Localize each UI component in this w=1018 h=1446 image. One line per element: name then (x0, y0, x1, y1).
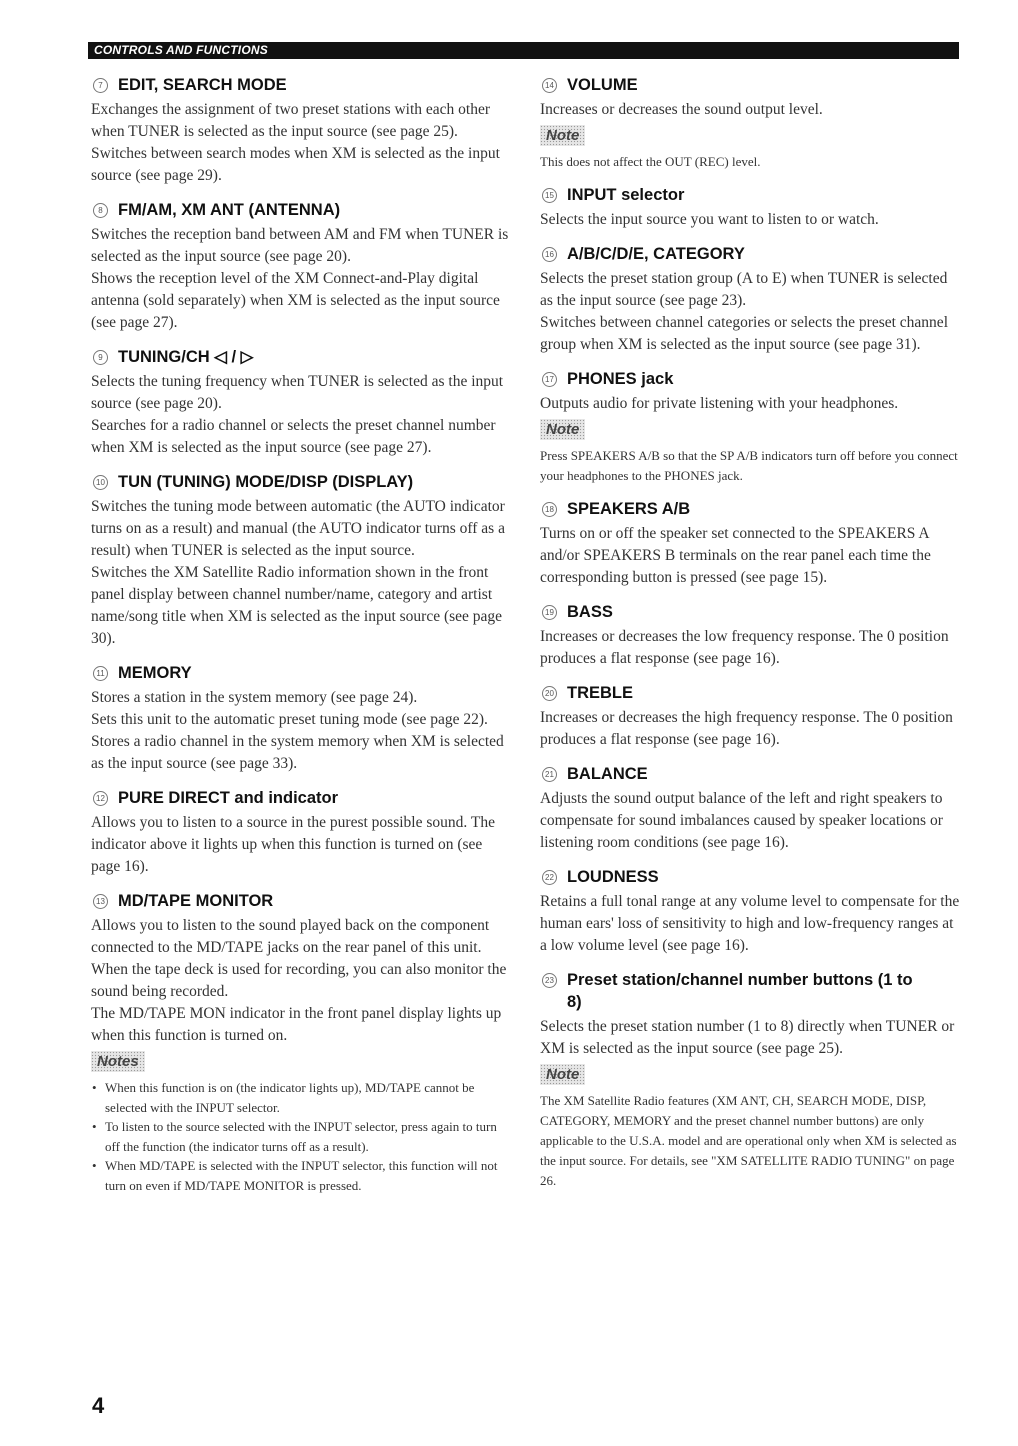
item-description (91, 224, 511, 334)
page-number: 4 (92, 1393, 105, 1418)
paragraph: Increases or decreases the sound output level. (540, 101, 823, 118)
circled-number-icon: 9 (93, 350, 108, 365)
item-heading (91, 74, 511, 96)
paragraph: Increases or decreases the low frequency response. The 0 position produces a flat response (see page 16). (540, 628, 949, 667)
item-heading (540, 74, 960, 96)
paragraph: Allows you to listen to the sound played back on the component connected to the MD/TAPE jacks on the rear panel of this unit. (91, 917, 490, 956)
item-title: TUNING/CH ◁ / ▷ (118, 348, 254, 366)
item-heading (540, 682, 960, 704)
item-heading (540, 184, 960, 206)
item-description (91, 915, 511, 1047)
item-tun-mode-disp (91, 471, 511, 650)
paragraph: Switches between search modes when XM is selected as the input source (see page 29). (91, 145, 500, 184)
circled-number-icon: 10 (93, 475, 108, 490)
item-heading (540, 368, 960, 390)
circled-number-icon: 21 (542, 767, 557, 782)
item-memory (91, 662, 511, 775)
paragraph: Selects the tuning frequency when TUNER is selected as the input source (see page 20). (91, 373, 504, 412)
paragraph: Sets this unit to the automatic preset tuning mode (see page 22). (91, 711, 488, 728)
item-description (540, 99, 960, 121)
item-pure-direct (91, 787, 511, 878)
item-description (91, 99, 511, 187)
list-item: • When this function is on (the indicator lights up), MD/TAPE cannot be selected with the INPUT selector. (91, 1078, 511, 1117)
item-title: TUN (TUNING) MODE/DISP (DISPLAY) (118, 473, 414, 491)
item-title: PHONES jack (567, 370, 674, 388)
item-heading (540, 866, 960, 888)
item-description (91, 371, 511, 459)
paragraph: When the tape deck is used for recording, you can also monitor the sound being recorded. (91, 961, 507, 1000)
paragraph: Switches the tuning mode between automatic (the AUTO indicator turns on as a result) and manual (the AUTO indicator turns off as a result) when TUNER is selected as the input source. (91, 498, 505, 559)
note-badge: Note (540, 125, 585, 146)
paragraph: Exchanges the assignment of two preset stations with each other when TUNER is selected as the input source (see page 25). (91, 101, 491, 140)
circled-number-icon: 22 (542, 870, 557, 885)
circled-number-icon: 11 (93, 666, 108, 681)
item-md-tape-monitor (91, 890, 511, 1195)
circled-number-icon: 8 (93, 203, 108, 218)
item-title: INPUT selector (567, 186, 685, 204)
circled-number-icon: 18 (542, 502, 557, 517)
paragraph: Shows the reception level of the XM Connect-and-Play digital antenna (sold separately) when XM is selected as the input source (see page 27). (91, 270, 500, 331)
right-column (540, 74, 960, 1203)
item-description (540, 268, 960, 356)
item-heading (540, 969, 960, 1013)
circled-number-icon: 17 (542, 372, 557, 387)
paragraph: Switches the reception band between AM and FM when TUNER is selected as the input source (see page 20). (91, 226, 509, 265)
item-description (91, 496, 511, 650)
item-input-selector (540, 184, 960, 231)
circled-number-icon: 13 (93, 894, 108, 909)
item-description (91, 812, 511, 878)
paragraph: Selects the preset station group (A to E) when TUNER is selected as the input source (see page 23). (540, 270, 948, 309)
item-loudness (540, 866, 960, 957)
item-heading (91, 346, 511, 368)
item-title: MEMORY (118, 664, 192, 682)
paragraph: Searches for a radio channel or selects the preset channel number when XM is selected as the input source (see page 27). (91, 417, 496, 456)
paragraph: Stores a station in the system memory (see page 24). (91, 689, 418, 706)
item-heading (540, 498, 960, 520)
circled-number-icon: 23 (542, 973, 557, 988)
item-heading (91, 471, 511, 493)
item-edit-search-mode (91, 74, 511, 187)
item-heading (91, 662, 511, 684)
item-tuning-ch (91, 346, 511, 459)
item-title: LOUDNESS (567, 868, 659, 886)
item-title: BASS (567, 603, 613, 621)
circled-number-icon: 20 (542, 686, 557, 701)
item-title: EDIT, SEARCH MODE (118, 76, 287, 94)
item-description (540, 891, 960, 957)
paragraph: Switches between channel categories or selects the preset channel group when XM is selected as the input source (see page 31). (540, 314, 948, 353)
note-badge: Note (540, 419, 585, 440)
item-balance (540, 763, 960, 854)
item-heading (540, 763, 960, 785)
paragraph: Turns on or off the speaker set connected to the SPEAKERS A and/or SPEAKERS B terminals on the rear panel each time the corresponding button is pressed (see page 15). (540, 525, 931, 586)
item-heading (91, 787, 511, 809)
note-text: Press SPEAKERS A/B so that the SP A/B indicators turn off before you connect your headphones to the PHONES jack. (540, 448, 958, 483)
note-text: The XM Satellite Radio features (XM ANT, CH, SEARCH MODE, DISP, CATEGORY, MEMORY and the preset channel number buttons) are only applicable to the U.S.A. model and are operational only when XM is selected as the input source. For details, see "XM SATELLITE RADIO TUNING" on page 26. (540, 1093, 957, 1188)
circled-number-icon: 12 (93, 791, 108, 806)
list-item: • To listen to the source selected with the INPUT selector, press again to turn off the function (the indicator turns off as a result). (91, 1117, 511, 1156)
paragraph: Retains a full tonal range at any volume level to compensate for the human ears' loss of sensitivity to high and low-frequency ranges at a low volume level (see page 16). (540, 893, 960, 954)
paragraph: Selects the input source you want to listen to or watch. (540, 211, 879, 228)
item-heading (91, 890, 511, 912)
circled-number-icon: 16 (542, 247, 557, 262)
item-fm-am-xm-ant (91, 199, 511, 334)
item-title: PURE DIRECT and indicator (118, 789, 339, 807)
item-preset-buttons (540, 969, 960, 1191)
paragraph: Allows you to listen to a source in the purest possible sound. The indicator above it lights up when this function is turned on (see page 16). (91, 814, 495, 875)
item-title: FM/AM, XM ANT (ANTENNA) (118, 201, 341, 219)
item-heading (91, 199, 511, 221)
notes-badge: Notes (91, 1051, 145, 1072)
section-header-bar (88, 42, 959, 59)
item-description (540, 788, 960, 854)
item-volume (540, 74, 960, 172)
item-category (540, 243, 960, 356)
item-description (540, 393, 960, 415)
item-speakers-ab (540, 498, 960, 589)
paragraph: The MD/TAPE MON indicator in the front panel display lights up when this function is turned on. (91, 1005, 502, 1044)
item-description (540, 1016, 960, 1060)
paragraph: Increases or decreases the high frequency response. The 0 position produces a flat response (see page 16). (540, 709, 953, 748)
item-title: SPEAKERS A/B (567, 500, 691, 518)
item-phones-jack (540, 368, 960, 486)
item-description (91, 687, 511, 775)
paragraph: Selects the preset station number (1 to 8) directly when TUNER or XM is selected as the input source (see page 25). (540, 1018, 955, 1057)
item-description (540, 209, 960, 231)
notes-list (91, 1078, 511, 1195)
section-header-title: CONTROLS AND FUNCTIONS (94, 43, 268, 57)
item-title: Preset station/channel number buttons (1 to 8) (567, 971, 913, 1011)
item-heading (540, 243, 960, 265)
item-description (540, 626, 960, 670)
circled-number-icon: 19 (542, 605, 557, 620)
item-title: A/B/C/D/E, CATEGORY (567, 245, 745, 263)
paragraph: Outputs audio for private listening with your headphones. (540, 395, 899, 412)
left-column (91, 74, 511, 1207)
paragraph: Switches the XM Satellite Radio information shown in the front panel display between channel number/name, category and artist name/song title when XM is selected as the input source (see page 30). (91, 564, 503, 647)
circled-number-icon: 14 (542, 78, 557, 93)
item-description (540, 523, 960, 589)
item-title: VOLUME (567, 76, 638, 94)
item-title: MD/TAPE MONITOR (118, 892, 274, 910)
circled-number-icon: 7 (93, 78, 108, 93)
list-item: • When MD/TAPE is selected with the INPUT selector, this function will not turn on even if MD/TAPE MONITOR is pressed. (91, 1156, 511, 1195)
item-heading (540, 601, 960, 623)
paragraph: Adjusts the sound output balance of the left and right speakers to compensate for sound imbalances caused by speaker locations or listening room conditions (see page 16). (540, 790, 943, 851)
circled-number-icon: 15 (542, 188, 557, 203)
note-badge: Note (540, 1064, 585, 1085)
note-text: This does not affect the OUT (REC) level. (540, 154, 761, 169)
item-description (540, 707, 960, 751)
item-title: TREBLE (567, 684, 633, 702)
paragraph: Stores a radio channel in the system memory when XM is selected as the input source (see page 33). (91, 733, 504, 772)
item-title: BALANCE (567, 765, 648, 783)
item-treble (540, 682, 960, 751)
item-bass (540, 601, 960, 670)
